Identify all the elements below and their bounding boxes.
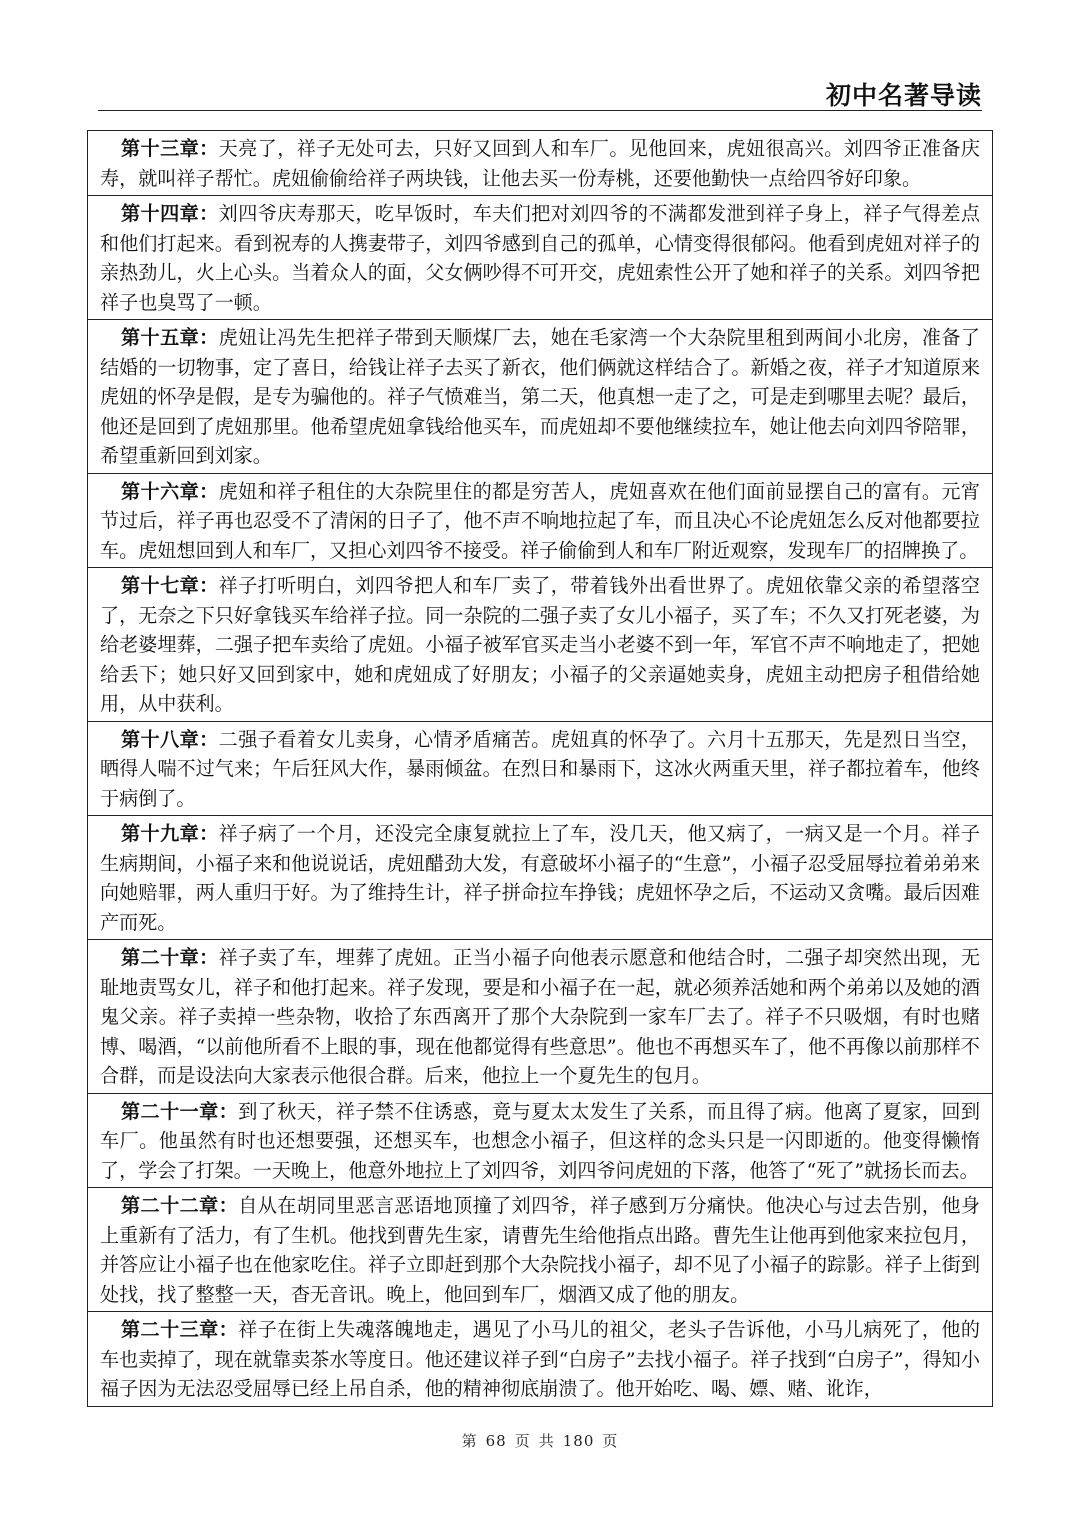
chapter-text: 刘四爷庆寿那天，吃早饭时，车夫们把对刘四爷的不满都发泄到祥子身上，祥子气得差点和他们打起来。看到祝寿的人携妻带子，刘四爷感到自己的孤单，心情变得很郁闷。他看到虎妞对祥子的亲热劲儿，火上心头。当着众人的面，父女俩吵得不可开交，虎妞索性公开了她和祥子的关系。刘四爷把祥子也臭骂了一顿。 [100, 202, 981, 314]
chapter-text: 虎妞和祥子租住的大杂院里住的都是穷苦人，虎妞喜欢在他们面前显摆自己的富有。元宵节过后，祥子再也忍受不了清闲的日子了，他不声不响地拉起了车，而且决心不论虎妞怎么反对他都要拉车。虎妞想回到人和车厂，又担心刘四爷不接受。祥子偷偷到人和车厂附近观察，发现车厂的招牌换了。 [100, 479, 981, 562]
chapter-row-21 [88, 1093, 992, 1188]
page-title: 初中名著导读 [825, 81, 982, 110]
chapter-row-20 [88, 939, 992, 1093]
chapter-text: 自从在胡同里恶言恶语地顶撞了刘四爷，祥子感到万分痛快。他决心与过去告别，他身上重新有了活力，有了生机。他找到曹先生家，请曹先生给他指点出路。曹先生让他再到他家来拉包月，并答应让小福子也在他家吃住。祥子立即赶到那个大杂院找小福子，却不见了小福子的踪影。祥子上街到处找，找了整整一天，杳无音讯。晚上，他回到车厂，烟酒又成了他的朋友。 [100, 1194, 981, 1306]
chapter-row-13 [88, 131, 992, 195]
chapter-text: 二强子看着女儿卖身，心情矛盾痛苦。虎妞真的怀孕了。六月十五那天，先是烈日当空，晒得人喘不过气来；午后狂风大作，暴雨倾盆。在烈日和暴雨下，这冰火两重天里，祥子都拉着车，他终于病倒了。 [100, 727, 981, 810]
chapter-label: 第十七章： [121, 574, 219, 597]
chapter-label: 第十九章： [121, 822, 219, 845]
footer-total-pages: 180 [562, 1432, 595, 1450]
chapter-text: 到了秋天，祥子禁不住诱惑，竟与夏太太发生了关系，而且得了病。他离了夏家，回到车厂。他虽然有时也还想要强，还想买车，也想念小福子，但这样的念头只是一闪即逝的。他变得懒惰了，学会了打架。一天晚上，他意外地拉上了刘四爷，刘四爷问虎妞的下落，他答了“死了”就扬长而去。 [100, 1099, 981, 1182]
chapter-label: 第十四章： [121, 202, 219, 225]
chapter-label: 第十八章： [121, 727, 219, 751]
chapter-row-15 [88, 319, 992, 473]
chapter-text: 祥子打听明白，刘四爷把人和车厂卖了，带着钱外出看世界了。虎妞依靠父亲的希望落空了，无奈之下只好拿钱买车给祥子拉。同一杂院的二强子卖了女儿小福子，买了车；不久又打死老婆，为给老婆埋葬，二强子把车卖给了虎妞。小福子被军官买走当小老婆不到一年，军官不声不响地走了，把她给丢下；她只好又回到家中，她和虎妞成了好朋友；小福子的父亲逼她卖身，虎妞主动把房子租借给她用，从中获利。 [100, 574, 981, 715]
chapter-label: 第二十三章： [121, 1318, 239, 1341]
chapter-row-17 [88, 567, 992, 721]
chapter-summary-table [87, 130, 993, 1407]
chapter-label: 第二十章： [121, 946, 219, 969]
chapter-text: 虎妞让冯先生把祥子带到天顺煤厂去，她在毛家湾一个大杂院里租到两间小北房，准备了结婚的一切物事，定了喜日，给钱让祥子去买了新衣，他们俩就这样结合了。新婚之夜，祥子才知道原来虎妞的怀孕是假，是专为骗他的。祥子气愤难当，第二天，他真想一走了之，可是走到哪里去呢？最后，他还是回到了虎妞那里。他希望虎妞拿钱给他买车，而虎妞却不要他继续拉车，她让他去向刘四爷陪罪，希望重新回到刘家。 [100, 326, 981, 467]
chapter-row-14 [88, 195, 992, 319]
chapter-label: 第十六章： [121, 479, 219, 503]
chapter-label: 第十三章： [121, 137, 219, 160]
footer-page-number: 68 [485, 1432, 507, 1450]
chapter-label: 第二十二章： [121, 1194, 239, 1217]
header-divider [98, 110, 982, 111]
footer-page-word: 页 [514, 1432, 531, 1450]
chapter-label: 第二十一章： [121, 1099, 239, 1123]
chapter-text: 祥子在街上失魂落魄地走，遇见了小马儿的祖父，老头子告诉他，小马儿病死了，他的车也卖掉了，现在就靠卖茶水等度日。他还建议祥子到“白房子”去找小福子。祥子找到“白房子”，得知小福子因为无法忍受屈辱已经上吊自杀，他的精神彻底崩溃了。他开始吃、喝、嫖、赌、讹诈， [100, 1318, 981, 1400]
footer-total-word: 共 [538, 1432, 555, 1450]
chapter-row-23 [88, 1311, 992, 1406]
chapter-text: 祥子病了一个月，还没完全康复就拉上了车，没几天，他又病了，一病又是一个月。祥子生病期间，小福子来和他说说话，虎妞醋劲大发，有意破坏小福子的“生意”，小福子忍受屈辱拉着弟弟来向她赔罪，两人重归于好。为了维持生计，祥子拼命拉车挣钱；虎妞怀孕之后，不运动又贪嘴。最后因难产而死。 [100, 822, 981, 934]
footer-suffix: 页 [602, 1432, 619, 1450]
chapter-row-22 [88, 1187, 992, 1311]
chapter-row-16 [88, 473, 992, 568]
chapter-text: 天亮了，祥子无处可去，只好又回到人和车厂。见他回来，虎妞很高兴。刘四爷正准备庆寿，就叫祥子帮忙。虎妞偷偷给祥子两块钱，让他去买一份寿桃，还要他勤快一点给四爷好印象。 [100, 137, 981, 190]
footer-prefix: 第 [461, 1432, 478, 1450]
chapter-row-18 [88, 721, 992, 816]
chapter-row-19 [88, 815, 992, 939]
page-footer [0, 1430, 1080, 1451]
chapter-label: 第十五章： [121, 326, 219, 349]
chapter-text: 祥子卖了车，埋葬了虎妞。正当小福子向他表示愿意和他结合时，二强子却突然出现，无耻地责骂女儿，祥子和他打起来。祥子发现，要是和小福子在一起，就必须养活她和两个弟弟以及她的酒鬼父亲。祥子卖掉一些杂物，收拾了东西离开了那个大杂院到一家车厂去了。祥子不只吸烟，有时也赌博、喝酒，“以前他所看不上眼的事，现在他都觉得有些意思”。他也不再想买车了，他不再像以前那样不合群，而是设法向大家表示他很合群。后来，他拉上一个夏先生的包月。 [100, 946, 981, 1087]
